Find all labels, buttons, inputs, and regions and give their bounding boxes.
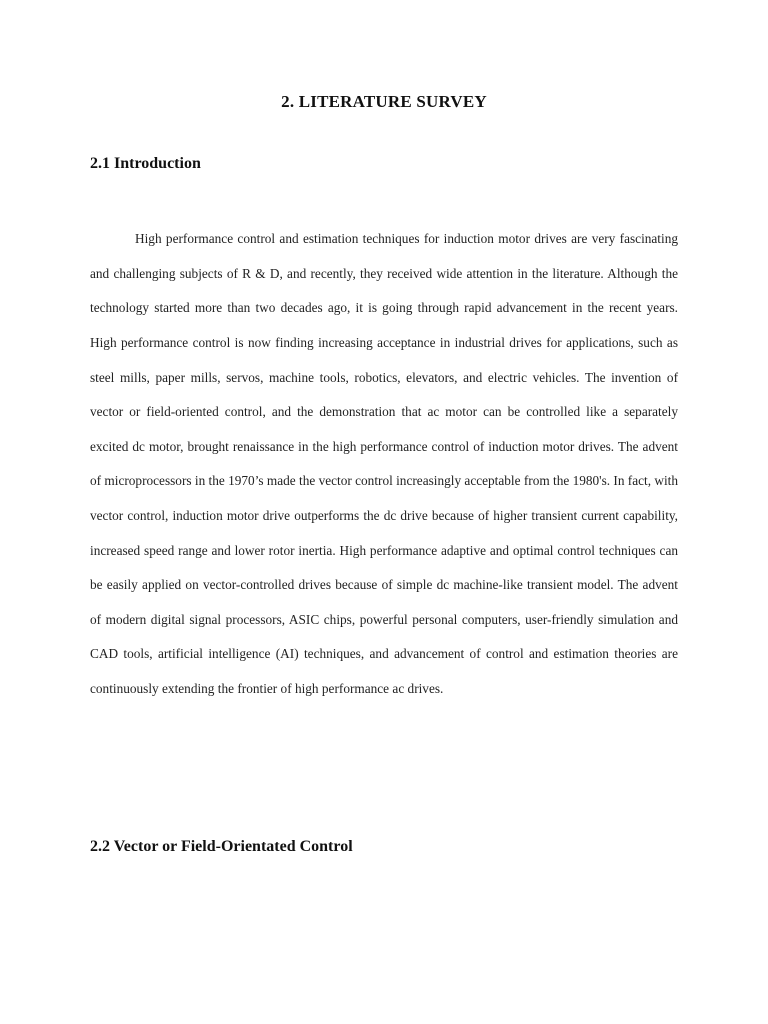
chapter-title: 2. LITERATURE SURVEY xyxy=(281,92,487,111)
introduction-paragraph: High performance control and estimation techniques for induction motor drives are very fascinating and challenging subjects of R & D, and recently, they received wide attention in the literature. Although the technology started more than two decades ago, it is going through rapid advancement in the recent years. High performance control is now finding increasing acceptance in industrial drives for applications, such as steel mills, paper mills, servos, machine tools, robotics, elevators, and electric vehicles. The invention of vector or field-oriented control, and the demonstration that ac motor can be controlled like a separately excited dc motor, brought renaissance in the high performance control of induction motor drives. The advent of microprocessors in the 1970’s made the vector control increasingly acceptable from the 1980's. In fact, with vector control, induction motor drive outperforms the dc drive because of higher transient current capability, increased speed range and lower rotor inertia. High performance adaptive and optimal control techniques can be easily applied on vector-controlled drives because of simple dc machine-like transient model. The advent of modern digital signal processors, ASIC chips, powerful personal computers, user-friendly simulation and CAD tools, artificial intelligence (AI) techniques, and advancement of control and estimation theories are continuously extending the frontier of high performance ac drives. xyxy=(90,231,679,697)
section-heading-introduction: 2.1 Introduction xyxy=(90,155,201,172)
section-heading-vector-control: 2.2 Vector or Field-Orientated Control xyxy=(90,838,353,855)
